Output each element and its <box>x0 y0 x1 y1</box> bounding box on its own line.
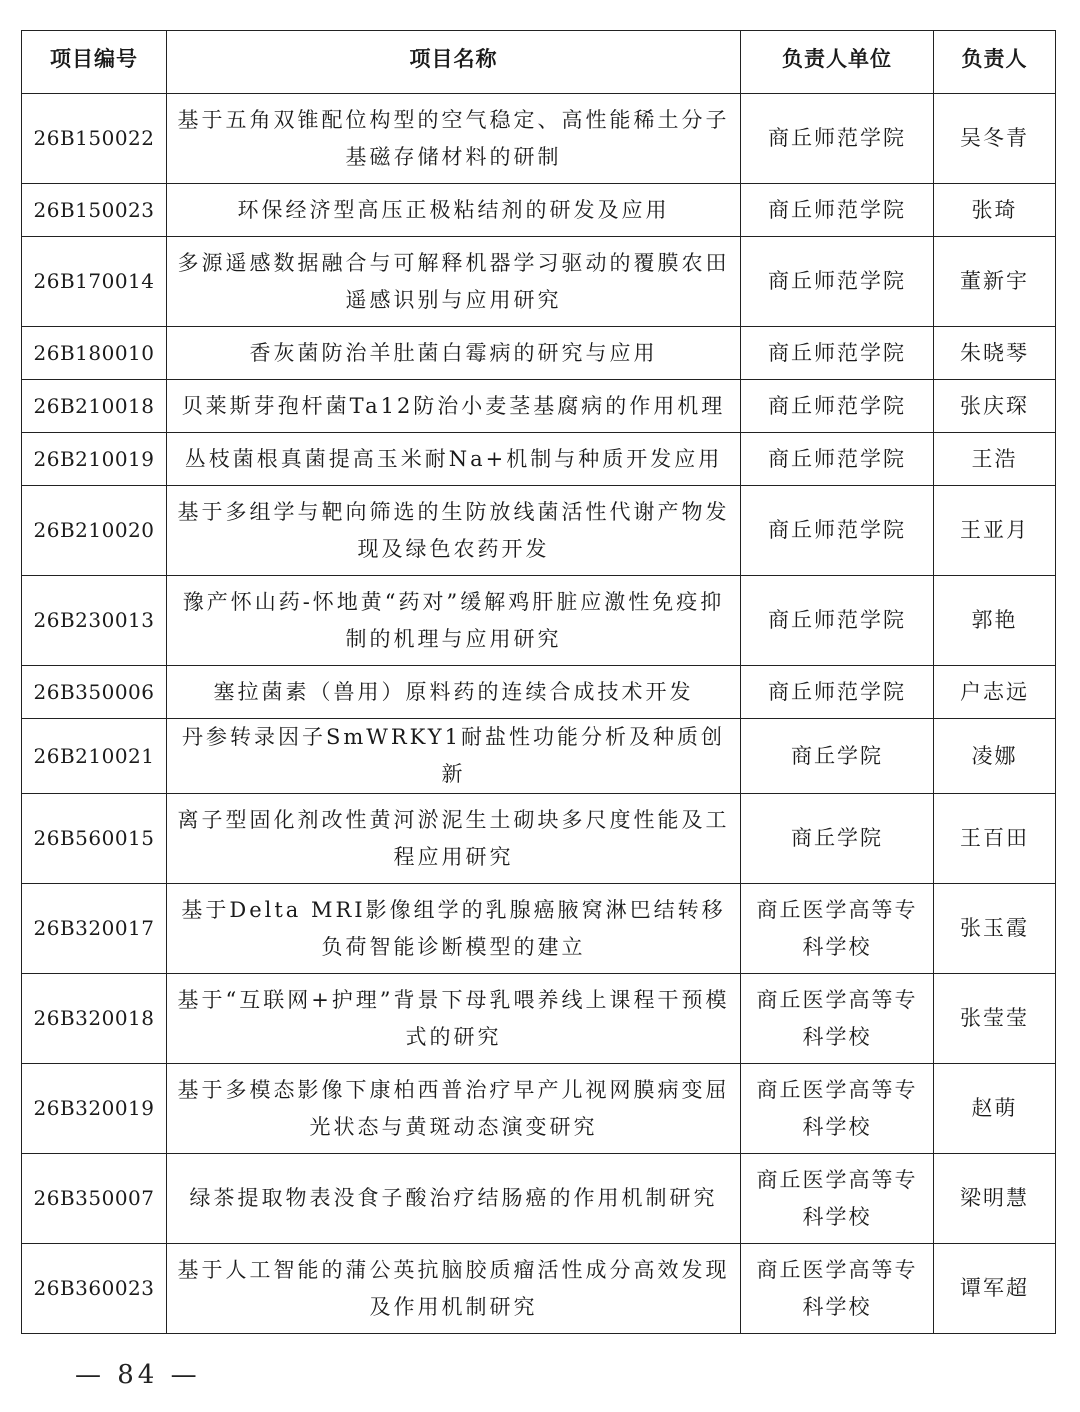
person-cell: 董新宇 <box>934 237 1056 327</box>
project-name-cell: 贝莱斯芽孢杆菌Ta12防治小麦茎基腐病的作用机理 <box>167 380 741 433</box>
project-code-cell: 26B180010 <box>22 327 167 380</box>
table-row <box>22 237 1056 327</box>
person-cell: 郭艳 <box>934 576 1056 666</box>
table-row <box>22 1064 1056 1154</box>
unit-cell: 商丘师范学院 <box>741 237 934 327</box>
unit-cell: 商丘师范学院 <box>741 184 934 237</box>
project-name-cell: 香灰菌防治羊肚菌白霉病的研究与应用 <box>167 327 741 380</box>
project-name-cell: 环保经济型高压正极粘结剂的研发及应用 <box>167 184 741 237</box>
project-name-cell: 基于多模态影像下康柏西普治疗早产儿视网膜病变屈光状态与黄斑动态演变研究 <box>167 1064 741 1154</box>
project-name-cell: 豫产怀山药-怀地黄“药对”缓解鸡肝脏应激性免疫抑制的机理与应用研究 <box>167 576 741 666</box>
unit-cell: 商丘师范学院 <box>741 94 934 184</box>
person-cell: 谭军超 <box>934 1244 1056 1334</box>
person-cell: 王百田 <box>934 794 1056 884</box>
table-row <box>22 719 1056 794</box>
project-code-cell: 26B150022 <box>22 94 167 184</box>
project-code-cell: 26B320019 <box>22 1064 167 1154</box>
table-row <box>22 184 1056 237</box>
project-table <box>21 30 1056 1334</box>
project-name-cell: 多源遥感数据融合与可解释机器学习驱动的覆膜农田遥感识别与应用研究 <box>167 237 741 327</box>
project-name-cell: 基于五角双锥配位构型的空气稳定、高性能稀土分子基磁存储材料的研制 <box>167 94 741 184</box>
unit-cell: 商丘师范学院 <box>741 327 934 380</box>
project-code-cell: 26B210020 <box>22 486 167 576</box>
project-code-cell: 26B170014 <box>22 237 167 327</box>
project-name-cell: 绿茶提取物表没食子酸治疗结肠癌的作用机制研究 <box>167 1154 741 1244</box>
table-row <box>22 794 1056 884</box>
table-row <box>22 1244 1056 1334</box>
person-cell: 王浩 <box>934 433 1056 486</box>
project-code-cell: 26B320018 <box>22 974 167 1064</box>
header-unit: 负责人单位 <box>741 31 934 94</box>
unit-cell: 商丘师范学院 <box>741 380 934 433</box>
person-cell: 张莹莹 <box>934 974 1056 1064</box>
project-code-cell: 26B210019 <box>22 433 167 486</box>
project-code-cell: 26B150023 <box>22 184 167 237</box>
person-cell: 朱晓琴 <box>934 327 1056 380</box>
table-body <box>22 94 1056 1334</box>
project-name-cell: 丛枝菌根真菌提高玉米耐Na+机制与种质开发应用 <box>167 433 741 486</box>
person-cell: 凌娜 <box>934 719 1056 794</box>
unit-cell: 商丘学院 <box>741 719 934 794</box>
unit-cell: 商丘师范学院 <box>741 666 934 719</box>
project-code-cell: 26B360023 <box>22 1244 167 1334</box>
project-name-cell: 基于Delta MRI影像组学的乳腺癌腋窝淋巴结转移负荷智能诊断模型的建立 <box>167 884 741 974</box>
table-row <box>22 666 1056 719</box>
header-project-name: 项目名称 <box>167 31 741 94</box>
project-name-cell: 基于多组学与靶向筛选的生防放线菌活性代谢产物发现及绿色农药开发 <box>167 486 741 576</box>
table-row <box>22 327 1056 380</box>
project-code-cell: 26B350006 <box>22 666 167 719</box>
table-row <box>22 486 1056 576</box>
table-row <box>22 94 1056 184</box>
unit-cell: 商丘医学高等专科学校 <box>741 1064 934 1154</box>
unit-cell: 商丘师范学院 <box>741 576 934 666</box>
person-cell: 张玉霞 <box>934 884 1056 974</box>
header-person: 负责人 <box>934 31 1056 94</box>
project-name-cell: 基于人工智能的蒲公英抗脑胶质瘤活性成分高效发现及作用机制研究 <box>167 1244 741 1334</box>
person-cell: 王亚月 <box>934 486 1056 576</box>
person-cell: 户志远 <box>934 666 1056 719</box>
table-row <box>22 974 1056 1064</box>
project-name-cell: 基于“互联网+护理”背景下母乳喂养线上课程干预模式的研究 <box>167 974 741 1064</box>
project-name-cell: 塞拉菌素（兽用）原料药的连续合成技术开发 <box>167 666 741 719</box>
unit-cell: 商丘医学高等专科学校 <box>741 1154 934 1244</box>
unit-cell: 商丘医学高等专科学校 <box>741 974 934 1064</box>
unit-cell: 商丘医学高等专科学校 <box>741 884 934 974</box>
page-number: — 84 — <box>75 1360 201 1390</box>
person-cell: 张庆琛 <box>934 380 1056 433</box>
header-project-code: 项目编号 <box>22 31 167 94</box>
unit-cell: 商丘师范学院 <box>741 433 934 486</box>
project-name-cell: 丹参转录因子SmWRKY1耐盐性功能分析及种质创新 <box>167 719 741 794</box>
person-cell: 张琦 <box>934 184 1056 237</box>
table-row <box>22 576 1056 666</box>
table-row <box>22 433 1056 486</box>
unit-cell: 商丘医学高等专科学校 <box>741 1244 934 1334</box>
person-cell: 吴冬青 <box>934 94 1056 184</box>
project-code-cell: 26B210021 <box>22 719 167 794</box>
unit-cell: 商丘学院 <box>741 794 934 884</box>
project-name-cell: 离子型固化剂改性黄河淤泥生土砌块多尺度性能及工程应用研究 <box>167 794 741 884</box>
person-cell: 赵萌 <box>934 1064 1056 1154</box>
table-row <box>22 1154 1056 1244</box>
table-row <box>22 380 1056 433</box>
table-row <box>22 884 1056 974</box>
project-code-cell: 26B560015 <box>22 794 167 884</box>
project-code-cell: 26B210018 <box>22 380 167 433</box>
project-code-cell: 26B350007 <box>22 1154 167 1244</box>
person-cell: 梁明慧 <box>934 1154 1056 1244</box>
table-header <box>22 31 1056 94</box>
project-code-cell: 26B320017 <box>22 884 167 974</box>
unit-cell: 商丘师范学院 <box>741 486 934 576</box>
project-code-cell: 26B230013 <box>22 576 167 666</box>
